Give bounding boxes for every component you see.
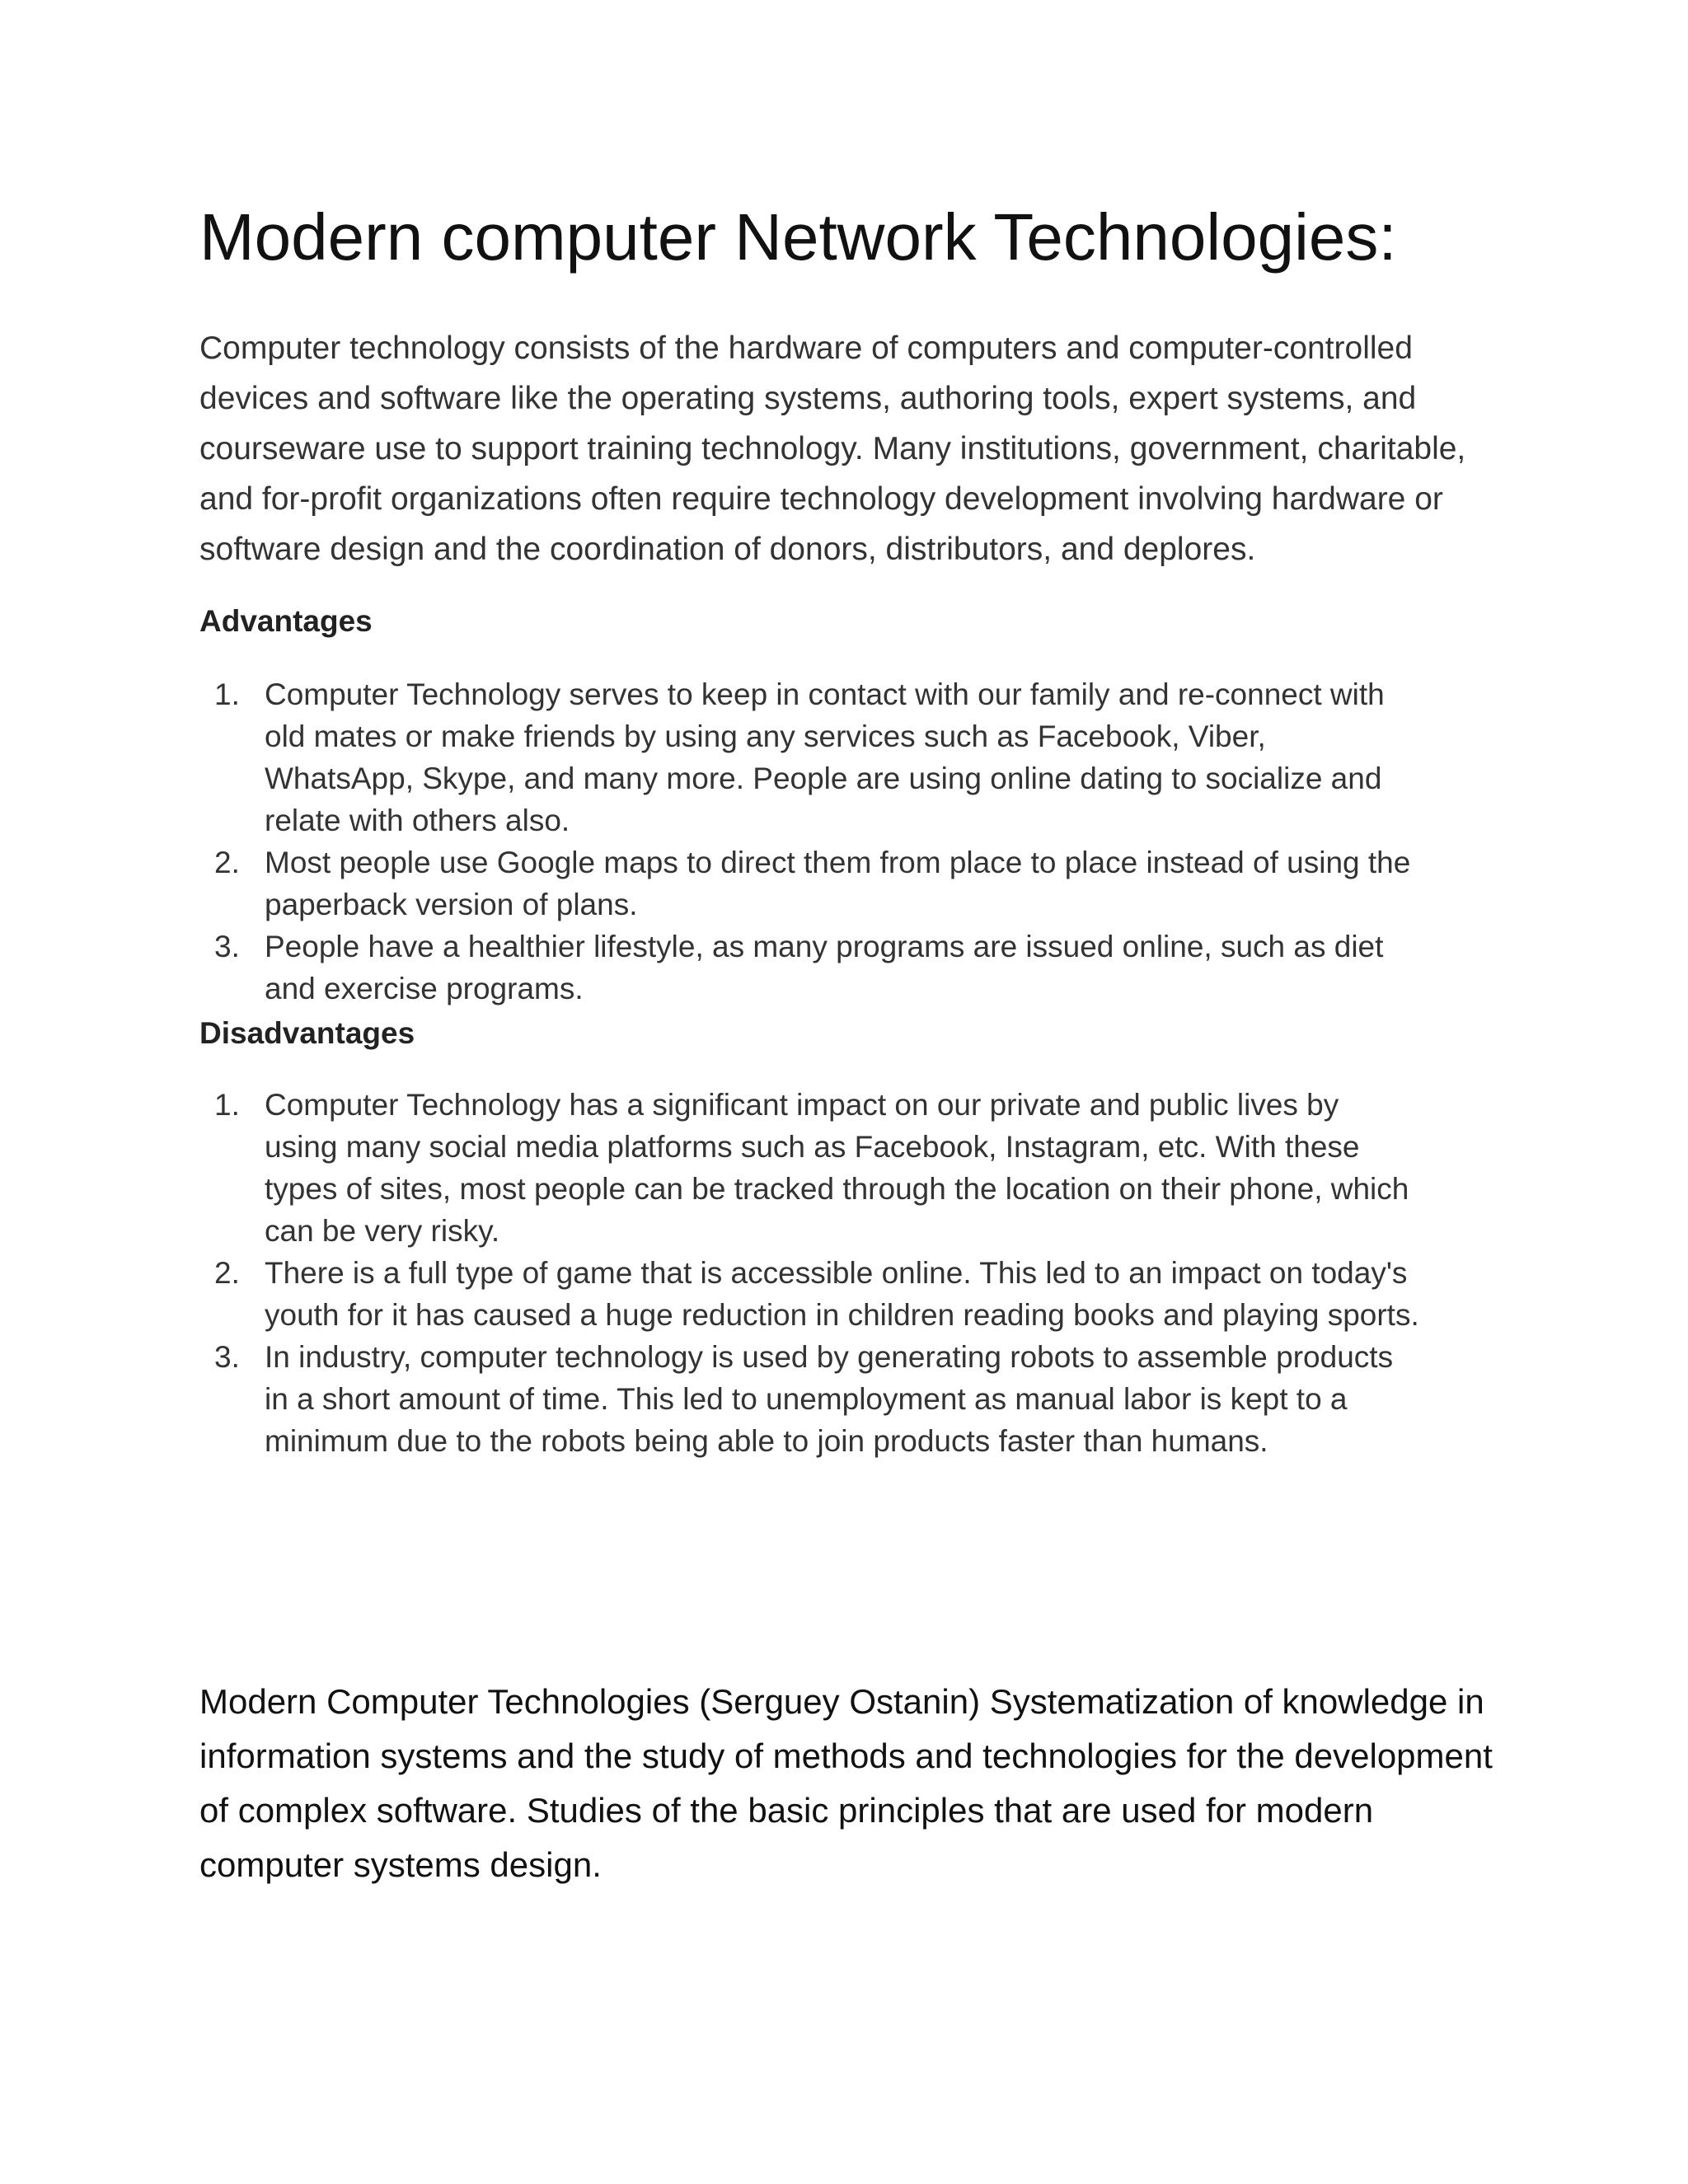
list-item — [199, 1252, 1419, 1336]
list-item — [199, 673, 1419, 841]
list-number: 2. — [214, 1256, 240, 1290]
disadvantages-heading: Disadvantages — [199, 1016, 415, 1050]
list-item — [199, 1084, 1419, 1252]
list-item — [199, 841, 1419, 926]
page-title: Modern computer Network Technologies: — [199, 200, 1397, 274]
disadvantages-list — [199, 1084, 1419, 1462]
advantages-list — [199, 673, 1419, 1010]
advantages-heading: Advantages — [199, 604, 373, 638]
list-item — [199, 1336, 1419, 1462]
list-number: 1. — [214, 677, 240, 711]
list-item-text: Computer Technology has a significant impact on our private and public lives by using many social media platforms such as Facebook, Instagram, etc. With these types of sites, most people can be tracked through the location on their phone, which can be very risky. — [265, 1088, 1409, 1248]
list-item-text: Most people use Google maps to direct them from place to place instead of using the paperback version of plans. — [265, 846, 1411, 921]
list-number: 3. — [214, 1340, 240, 1374]
intro-paragraph: Computer technology consists of the hardware of computers and computer-controlled devices and software like the operating systems, authoring tools, expert systems, and courseware use to support training technology. Many institutions, government, charitable, and for-profit organizations often require technology development involving hardware or software design and the coordination of donors, distributors, and deplores. — [199, 330, 1466, 567]
list-item — [199, 926, 1419, 1010]
list-number: 2. — [214, 846, 240, 879]
list-number: 3. — [214, 930, 240, 963]
list-item-text: There is a full type of game that is accessible online. This led to an impact on today's youth for it has caused a huge reduction in children reading books and playing sports. — [265, 1256, 1419, 1332]
list-item-text: In industry, computer technology is used by generating robots to assemble products in a short amount of time. This led to unemployment as manual labor is kept to a minimum due to the robots being able to join products faster than humans. — [265, 1340, 1394, 1458]
list-number: 1. — [214, 1088, 240, 1122]
closing-paragraph: Modern Computer Technologies (Serguey Ostanin) Systematization of knowledge in information systems and the study of methods and technologies for the development of complex software. Studies of the basic principles that are used for modern computer systems design. — [199, 1682, 1493, 1884]
list-item-text: People have a healthier lifestyle, as many programs are issued online, such as diet and exercise programs. — [265, 930, 1384, 1005]
list-item-text: Computer Technology serves to keep in contact with our family and re-connect with old mates or make friends by using any services such as Facebook, Viber, WhatsApp, Skype, and many more. People are using online dating to socialize and relate with others also. — [265, 677, 1385, 837]
